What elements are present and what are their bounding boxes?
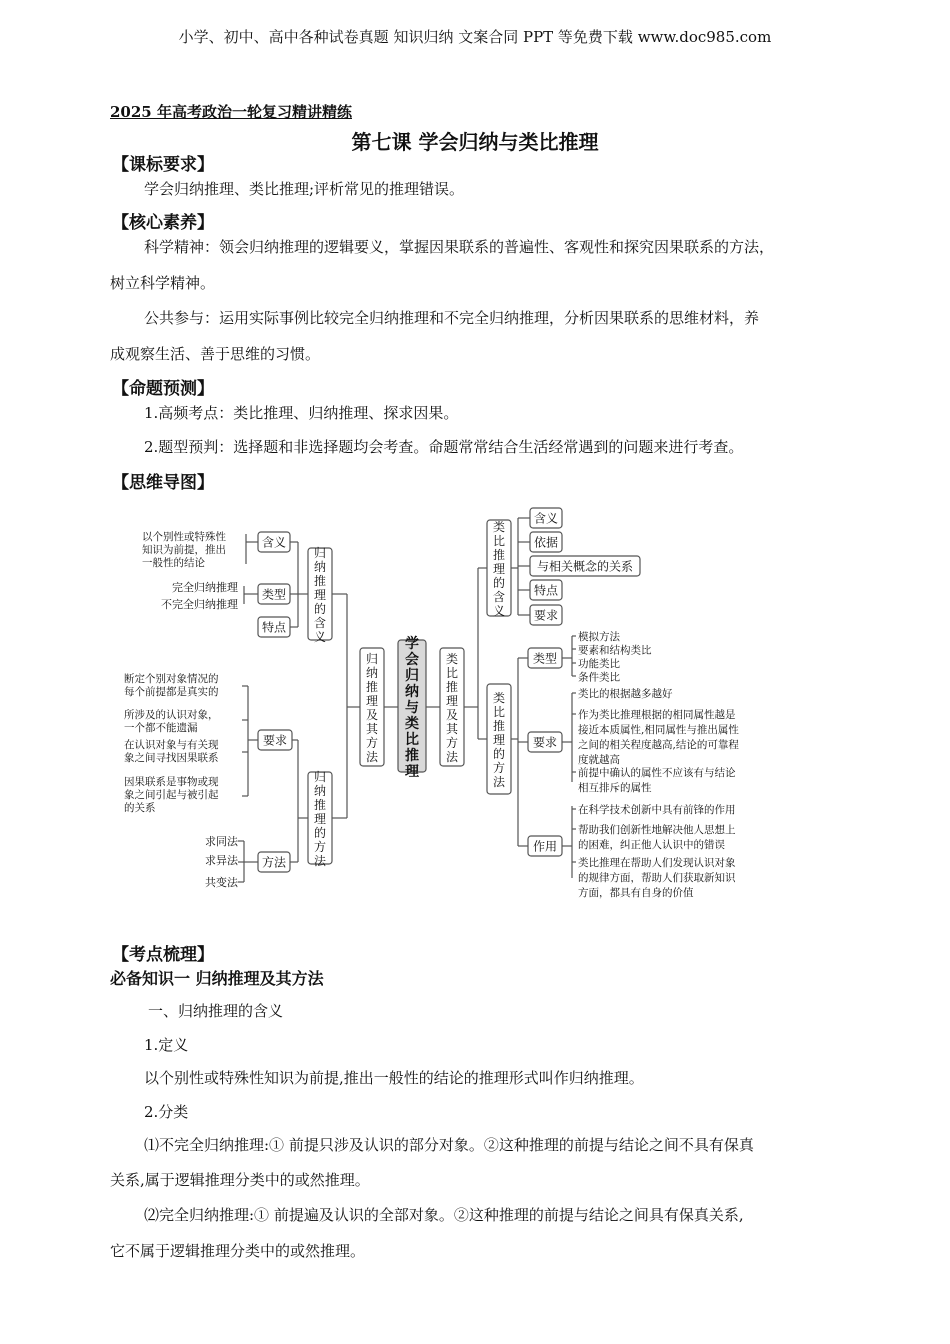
induction-requirement-item: 的关系 — [124, 802, 156, 814]
points-heading: 【考点梳理】 — [112, 945, 214, 965]
induction-type-item: 完全归纳推理 — [172, 581, 238, 594]
analogy-type-item: 要素和结构类比 — [578, 644, 652, 657]
analogy-requirement-item: 之间的相关程度越高,结论的可靠程 — [578, 739, 739, 751]
analogy-leixing-node-label: 类型 — [532, 651, 558, 666]
analogy-function-item: 的困难，纠正他人认识中的错误 — [578, 839, 725, 851]
classification-1-line2: 关系,属于逻辑推理分类中的或然推理。 — [110, 1171, 370, 1189]
left-branch-node-char: 归 — [365, 652, 379, 666]
mind-map-diagram — [110, 500, 790, 905]
right-branch-node-char: 比 — [445, 666, 459, 680]
induction-requirement-item: 象之间寻找因果联系 — [124, 752, 219, 764]
induction-meaning-node-char: 义 — [313, 630, 327, 644]
analogy-type-item: 条件类比 — [578, 671, 620, 684]
analogy-requirement-item: 接近本质属性,相同属性与推出属性 — [578, 724, 739, 736]
analogy-method-node-char: 理 — [492, 733, 506, 747]
analogy-requirement-item: 相互排斥的属性 — [578, 782, 652, 794]
left-branch-node-char: 法 — [365, 750, 379, 764]
right-branch-node-char: 方 — [445, 736, 459, 750]
analogy-function-item: 类比推理在帮助人们发现认识对象 — [578, 857, 736, 869]
induction-type-item: 不完全归纳推理 — [161, 598, 238, 611]
induction-method-item: 共变法 — [205, 876, 238, 889]
center-node-char: 比 — [405, 732, 419, 748]
classification-2-line2: 它不属于逻辑推理分类中的或然推理。 — [110, 1242, 366, 1260]
induction-requirement-item: 所涉及的认识对象， — [124, 709, 219, 721]
induction-requirement-item: 象之间引起与被引起 — [124, 789, 219, 801]
induction-method-node-char: 归 — [313, 770, 327, 784]
analogy-meaning-node-char: 类 — [492, 520, 506, 534]
subsection-1-title: 一、归纳推理的含义 — [148, 1002, 284, 1020]
analogy-meaning-node-char: 的 — [492, 576, 506, 590]
analogy-function-item: 方面，都具有自身的价值 — [578, 887, 694, 899]
analogy-requirement-item: 作为类比推理根据的相同属性越是 — [578, 709, 736, 721]
right-branch-node-char: 法 — [445, 750, 459, 764]
core-heading: 【核心素养】 — [112, 213, 214, 233]
center-node-char: 类 — [405, 716, 419, 732]
right-branch-node-char: 推 — [445, 680, 459, 694]
right-branch-node-char: 其 — [445, 722, 459, 736]
analogy-meaning-item-2-label: 与相关概念的关系 — [536, 559, 634, 574]
left-branch-node-char: 方 — [365, 736, 379, 750]
core-p1-line2: 树立科学精神。 — [110, 274, 216, 292]
induction-fangfa-node-label: 方法 — [261, 855, 287, 870]
classification-label: 2.分类 — [144, 1103, 189, 1121]
analogy-function-item: 的规律方面，帮助人们获取新知识 — [578, 872, 736, 884]
analogy-method-node-char: 比 — [492, 705, 506, 719]
induction-requirement-item: 因果联系是事物或现 — [124, 776, 219, 788]
induction-method-node-char: 方 — [313, 840, 327, 854]
page-header: 小学、初中、高中各种试卷真题 知识归纳 文案合同 PPT 等免费下载 www.doc985.com — [178, 28, 772, 46]
induction-method-node-char: 纳 — [313, 784, 327, 798]
core-p1-line1: 科学精神：领会归纳推理的逻辑要义，掌握因果联系的普遍性、客观性和探究因果联系的方法， — [144, 238, 775, 256]
induction-hanyi-text: 一般性的结论 — [142, 557, 205, 569]
analogy-meaning-node-char: 比 — [492, 534, 506, 548]
induction-method-node-char: 法 — [313, 854, 327, 868]
center-node-char: 理 — [405, 764, 419, 780]
induction-method-item: 求同法 — [205, 835, 238, 848]
center-node-char: 纳 — [405, 684, 419, 700]
analogy-method-node-char: 类 — [492, 691, 506, 705]
lesson-title: 第七课 学会归纳与类比推理 — [351, 130, 599, 154]
induction-meaning-node-char: 含 — [313, 616, 327, 630]
induction-requirement-item: 在认识对象与有关现 — [124, 739, 219, 751]
classification-1-line1: ⑴不完全归纳推理:① 前提只涉及认识的部分对象。②这种推理的前提与结论之间不具有保真 — [144, 1136, 754, 1154]
curriculum-text: 学会归纳推理、类比推理;评析常见的推理错误。 — [144, 180, 465, 198]
analogy-requirement-item: 前提中确认的属性不应该有与结论 — [578, 767, 736, 779]
right-branch-node-char: 理 — [445, 694, 459, 708]
analogy-meaning-item-0-label: 含义 — [533, 511, 559, 526]
analogy-method-node-char: 推 — [492, 719, 506, 733]
analogy-method-node-char: 的 — [492, 747, 506, 761]
analogy-requirement-item: 度就越高 — [578, 754, 620, 766]
core-p2-line2: 成观察生活、善于思维的习惯。 — [110, 345, 321, 363]
analogy-yaoqiu-node-label: 要求 — [532, 735, 558, 750]
analogy-method-node-char: 方 — [492, 761, 506, 775]
series-title: 2025 年高考政治一轮复习精讲精练 — [110, 103, 352, 121]
classification-2-line1: ⑵完全归纳推理:① 前提遍及认识的全部对象。②这种推理的前提与结论之间具有保真关系, — [144, 1206, 744, 1224]
induction-method-node-char: 推 — [313, 798, 327, 812]
induction-requirement-item: 断定个别对象情况的 — [124, 673, 219, 685]
analogy-meaning-node-char: 推 — [492, 548, 506, 562]
mindmap-heading: 【思维导图】 — [112, 473, 214, 493]
definition-label: 1.定义 — [144, 1036, 189, 1054]
induction-leixing-node-label: 类型 — [261, 587, 287, 602]
induction-meaning-node-char: 理 — [313, 588, 327, 602]
analogy-method-node-char: 法 — [492, 775, 506, 789]
analogy-function-item: 在科学技术创新中具有前锋的作用 — [578, 804, 736, 816]
analogy-meaning-item-1-label: 依据 — [533, 535, 559, 550]
analogy-type-item: 模拟方法 — [578, 631, 620, 643]
center-node-char: 推 — [405, 748, 419, 764]
left-branch-node-char: 及 — [365, 708, 379, 722]
forecast-item-1: 1.高频考点：类比推理、归纳推理、探求因果。 — [144, 404, 459, 422]
left-branch-node-char: 推 — [365, 680, 379, 694]
induction-method-item: 求异法 — [205, 854, 238, 867]
induction-yaoqiu-node-label: 要求 — [262, 733, 288, 748]
induction-meaning-node-char: 推 — [313, 574, 327, 588]
forecast-item-2: 2.题型预判：选择题和非选择题均会考查。命题常常结合生活经常遇到的问题来进行考查。 — [144, 438, 744, 456]
left-branch-node-char: 理 — [365, 694, 379, 708]
induction-tedian-node-label: 特点 — [261, 620, 287, 635]
left-branch-node-char: 纳 — [365, 666, 379, 680]
right-branch-node-char: 及 — [445, 708, 459, 722]
induction-method-node-char: 的 — [313, 826, 327, 840]
center-node-char: 学 — [405, 636, 419, 652]
induction-hanyi-text: 知识为前提，推出 — [142, 544, 226, 556]
induction-hanyi-text: 以个别性或特殊性 — [142, 531, 226, 543]
analogy-meaning-node-char: 义 — [492, 604, 506, 618]
analogy-function-item: 帮助我们创新性地解决他人思想上 — [578, 824, 736, 836]
induction-hanyi-node-label: 含义 — [261, 535, 287, 550]
analogy-meaning-item-4-label: 要求 — [533, 608, 559, 623]
induction-meaning-node-char: 归 — [313, 546, 327, 560]
core-p2-line1: 公共参与：运用实际事例比较完全归纳推理和不完全归纳推理，分析因果联系的思维材料，养 — [144, 309, 760, 327]
center-node-char: 会 — [405, 652, 419, 668]
forecast-heading: 【命题预测】 — [112, 379, 214, 399]
induction-method-node-char: 理 — [313, 812, 327, 826]
induction-meaning-node-char: 纳 — [313, 560, 327, 574]
analogy-meaning-node-char: 理 — [492, 562, 506, 576]
knowledge-title: 必备知识一 归纳推理及其方法 — [110, 969, 324, 988]
analogy-requirement-item: 类比的根据越多越好 — [578, 688, 673, 700]
analogy-zuoyong-node-label: 作用 — [532, 839, 558, 854]
induction-requirement-item: 一个都不能遗漏 — [124, 722, 198, 734]
analogy-meaning-node-char: 含 — [492, 590, 506, 604]
left-branch-node-char: 其 — [365, 722, 379, 736]
induction-requirement-item: 每个前提都是真实的 — [124, 686, 219, 698]
center-node-char: 与 — [405, 700, 419, 716]
curriculum-heading: 【课标要求】 — [112, 155, 214, 175]
right-branch-node-char: 类 — [445, 652, 459, 666]
analogy-type-item: 功能类比 — [578, 658, 620, 670]
analogy-meaning-item-3-label: 特点 — [533, 583, 559, 598]
induction-meaning-node-char: 的 — [313, 602, 327, 616]
center-node-char: 归 — [405, 668, 419, 684]
definition-text: 以个别性或特殊性知识为前提,推出一般性的结论的推理形式叫作归纳推理。 — [144, 1069, 644, 1087]
